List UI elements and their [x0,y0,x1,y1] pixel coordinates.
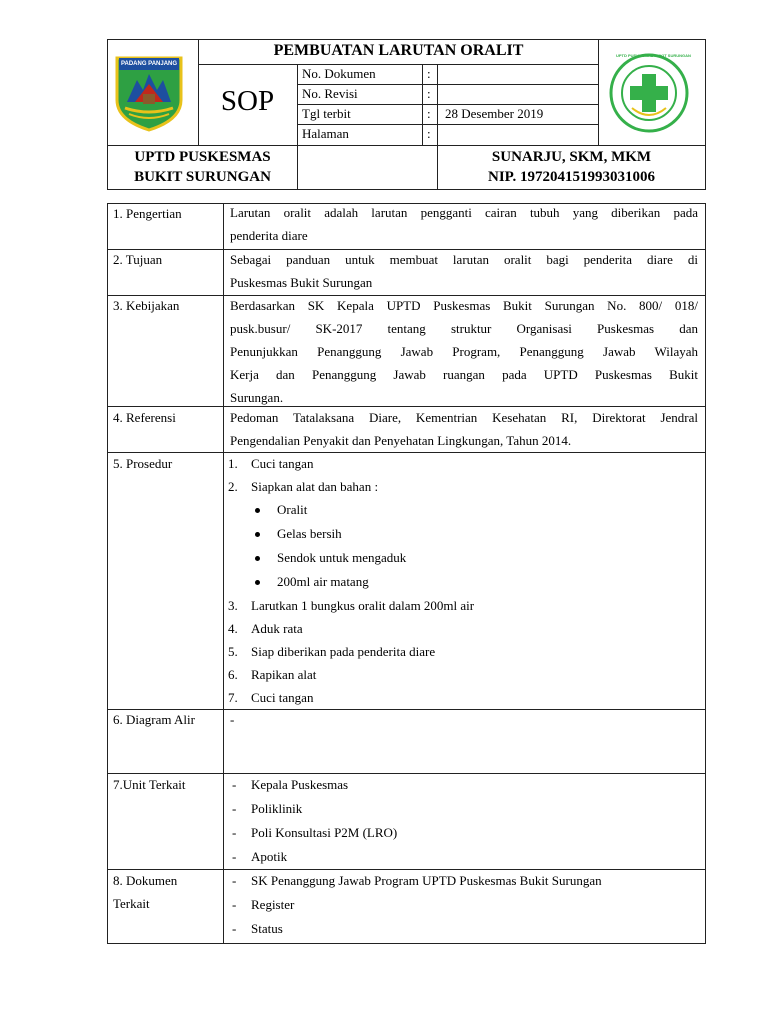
bullet-dot [255,556,260,561]
label-dokumen-terkait-line2: Terkait [113,896,150,911]
text-kebijakan [230,294,698,409]
list-dash: - [232,801,237,816]
step-text: Siapkan alat dan bahan : [251,479,379,494]
step-text: Cuci tangan [251,456,314,471]
org-name-line1: UPTD PUSKESMAS [134,149,271,165]
bullet-text: Gelas bersih [277,526,342,541]
list-dash: - [232,849,237,864]
step-number: 4. [228,621,238,636]
bullet-text: Oralit [277,502,308,517]
list-item: SK Penanggung Jawab Program UPTD Puskesmas Bukit Surungan [251,873,602,888]
meta-colon: : [427,66,431,81]
list-item: Poli Konsultasi P2M (LRO) [251,825,398,840]
org-name-line2: BUKIT SURUNGAN [134,169,271,185]
list-dash: - [232,921,237,936]
meta-colon: : [427,126,431,141]
text-line: Larutan oralit adalah larutan pengganti cairan tubuh yang diberikan pada [230,205,698,220]
text-line: penderita diare [230,228,308,243]
bullet-text: Sendok untuk mengaduk [277,550,407,565]
label-kebijakan: 3. Kebijakan [113,298,180,313]
text-tujuan [230,248,698,294]
text-referensi [230,406,698,452]
list-dash: - [232,897,237,912]
label-tujuan: 2. Tujuan [113,252,163,267]
step-number: 7. [228,690,238,705]
text-line: Kerja dan Penanggung Jawab ruangan pada UPTD Puskesmas Bukit [230,367,698,382]
list-item: Poliklinik [251,801,303,816]
list-item: Apotik [251,849,288,864]
signer-name: SUNARJU, SKM, MKM [491,149,652,165]
label-pengertian: 1. Pengertian [113,206,182,221]
label-referensi: 4. Referensi [113,410,176,425]
meta-value-tgl-terbit: 28 Desember 2019 [445,106,544,121]
bullet-dot [255,580,260,585]
bullet-dot [255,532,260,537]
meta-colon: : [427,106,431,121]
meta-colon: : [427,86,431,101]
step-number: 5. [228,644,238,659]
step-text: Siap diberikan pada penderita diare [251,644,436,659]
text-line: pusk.busur/ SK-2017 tentang struktur Organisasi Puskesmas dan [230,321,698,336]
meta-label-no-revisi: No. Revisi [302,86,358,101]
text-line: Puskesmas Bukit Surungan [230,275,373,290]
sop-label: SOP [220,85,275,117]
meta-label-tgl-terbit: Tgl terbit [302,106,351,121]
right-logo-ring-text: UPTD PUSKESMAS BUKIT SURUNGAN [616,53,691,58]
text-line: Surungan. [230,390,284,405]
puskesmas-logo [608,52,690,134]
signer-nip: NIP. 197204151993031006 [488,169,655,185]
bullet-dot [255,508,260,513]
bullet-text: 200ml air matang [277,574,369,589]
list-dash: - [232,825,237,840]
text-line: Sebagai panduan untuk membuat larutan oralit bagi penderita diare di [230,252,698,267]
list-dash: - [232,873,237,888]
step-number: 2. [228,479,238,494]
text-line: Berdasarkan SK Kepala UPTD Puskesmas Bukit Surungan No. 800/ 018/ [230,298,698,313]
step-text: Larutkan 1 bungkus oralit dalam 200ml air [251,598,475,613]
step-number: 1. [228,456,238,471]
padang-panjang-logo [113,50,185,132]
list-dash: - [232,777,237,792]
diagram-value: - [230,712,235,727]
text-pengertian [230,201,698,247]
left-logo-banner: PADANG PANJANG [120,61,178,67]
text-line: Penunjukkan Penanggung Jawab Program, Penanggung Jawab Wilayah [230,344,698,359]
meta-label-no-dokumen: No. Dokumen [302,66,376,81]
text-line: Pedoman Tatalaksana Diare, Kementrian Kesehatan RI, Direktorat Jendral [230,410,698,425]
label-prosedur: 5. Prosedur [113,456,173,471]
list-item: Kepala Puskesmas [251,777,349,792]
text-line: Pengendalian Penyakit dan Penyehatan Lingkungan, Tahun 2014. [230,433,572,448]
label-dokumen-terkait-line1: 8. Dokumen [113,873,178,888]
step-text: Rapikan alat [251,667,317,682]
list-item: Register [251,897,295,912]
list-item: Status [251,921,283,936]
meta-label-halaman: Halaman [302,126,349,141]
label-diagram-alir: 6. Diagram Alir [113,712,195,727]
step-text: Cuci tangan [251,690,314,705]
label-unit-terkait: 7.Unit Terkait [113,777,186,792]
step-number: 3. [228,598,238,613]
step-number: 6. [228,667,238,682]
sop-title: PEMBUATAN LARUTAN ORALIT [273,42,524,59]
step-text: Aduk rata [251,621,303,636]
